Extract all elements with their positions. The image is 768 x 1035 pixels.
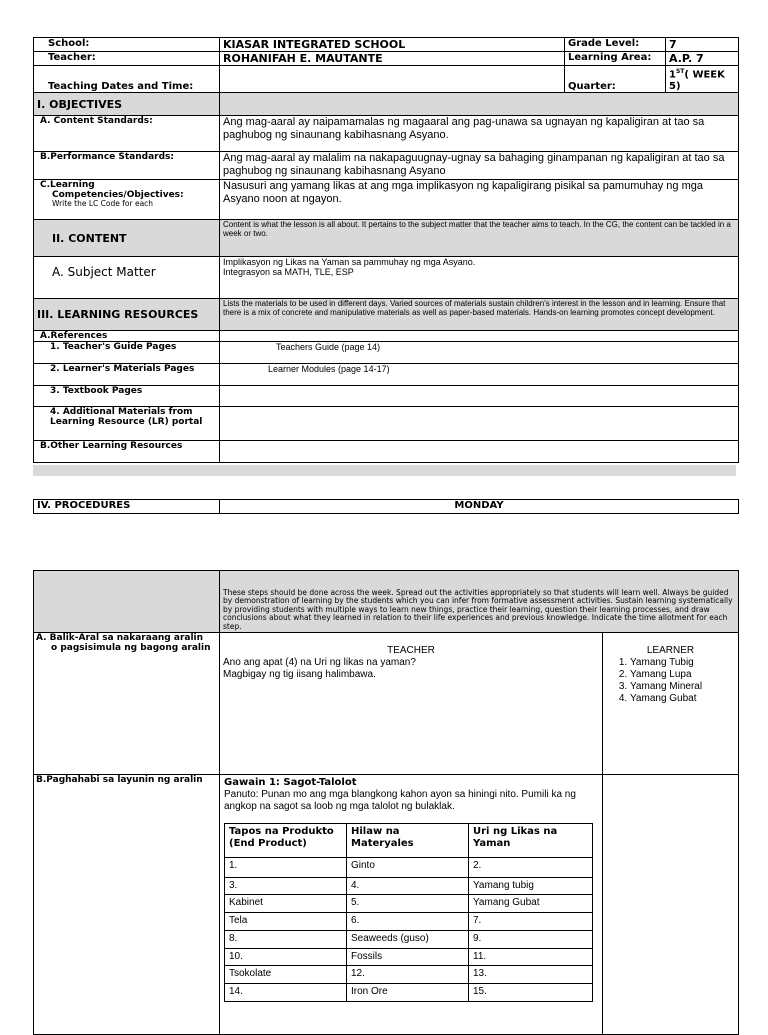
table-header: Hilaw na Materyales bbox=[347, 824, 469, 858]
performance-standards-label: B.Performance Standards: bbox=[34, 152, 220, 180]
gawain-instructions: Panuto: Punan mo ang mga blangkong kahon ayon sa hiningi nito. Pumili ka ng angkop na sagot sa loob ng mga talolot ng bulaklak. bbox=[224, 789, 576, 812]
teacher-question-2: Magbigay ng tig iisang halimbawa. bbox=[223, 669, 376, 680]
balik-aral-label: A. Balik-Aral sa nakaraang aralin o pagsisimula ng bagong aralin bbox=[34, 633, 220, 775]
learner-list bbox=[606, 657, 735, 705]
procedures-heading: IV. PROCEDURES bbox=[34, 500, 220, 514]
resources-gray-band bbox=[33, 465, 736, 476]
gawain-title: Gawain 1: Sagot-Talolot bbox=[224, 777, 357, 788]
tg-pages-label: 1. Teacher's Guide Pages bbox=[34, 342, 220, 364]
list-item: 4. Yamang Gubat bbox=[630, 693, 735, 705]
table-row: 10. Fossils 11. bbox=[225, 949, 593, 966]
grade-label: Grade Level: bbox=[565, 38, 666, 52]
table-row: 1. Ginto 2. bbox=[225, 858, 593, 878]
content-standards-text: Ang mag-aaral ay naipamamalas ng magaaral ang pag-unawa sa ugnayan ng kapaligiran at tao sa paghubog ng sinaunang kabihasnang Asyano. bbox=[220, 116, 739, 152]
competencies-label: C.Learning Competencies/Objectives: Write the LC Code for each bbox=[34, 180, 220, 220]
table-row: 14. Iron Ore 15. bbox=[225, 984, 593, 1002]
school-label: School: bbox=[34, 38, 220, 52]
content-heading: II. CONTENT bbox=[34, 220, 220, 257]
resources-note: Lists the materials to be used in different days. Varied sources of materials sustain children's interest in the lesson and in learning. Ensure that there is a mix of concrete and manipulative materials as well as paper-based materials. Hands-on learning promotes concept development. bbox=[220, 299, 739, 331]
lm-pages-value: Learner Modules (page 14-17) bbox=[220, 364, 739, 386]
teacher-header: TEACHER bbox=[387, 645, 435, 656]
grade-value: 7 bbox=[666, 38, 739, 52]
tg-pages-value: Teachers Guide (page 14) bbox=[220, 342, 739, 364]
content-standards-label: A. Content Standards: bbox=[34, 116, 220, 152]
quarter-label: Quarter: bbox=[565, 66, 666, 94]
gawain-table bbox=[224, 823, 593, 1002]
list-item: 1. Yamang Tubig bbox=[630, 657, 735, 669]
procedures-day: MONDAY bbox=[220, 500, 739, 514]
list-item: 3. Yamang Mineral bbox=[630, 681, 735, 693]
table-row: Kabinet 5. Yamang Gubat bbox=[225, 895, 593, 913]
area-label: Learning Area: bbox=[565, 52, 666, 66]
procedures-bar bbox=[33, 499, 739, 514]
learner-header: LEARNER bbox=[646, 645, 695, 656]
table-header: Tapos na Produkto (End Product) bbox=[225, 824, 347, 858]
table-row: 3. 4. Yamang tubig bbox=[225, 878, 593, 895]
textbook-pages-label: 3. Textbook Pages bbox=[34, 386, 220, 407]
competencies-note: Write the LC Code for each bbox=[52, 199, 154, 208]
area-value: A.P. 7 bbox=[666, 52, 739, 66]
main-table bbox=[33, 92, 739, 463]
table-row: Tela 6. 7. bbox=[225, 913, 593, 931]
references-label: A.References bbox=[34, 331, 220, 342]
paghahabi-label: B.Paghahabi sa layunin ng aralin bbox=[34, 775, 220, 1035]
teacher-question-1: Ano ang apat (4) na Uri ng likas na yaman? bbox=[223, 657, 416, 668]
objectives-heading: I. OBJECTIVES bbox=[34, 93, 220, 116]
header-table bbox=[33, 37, 739, 94]
table-header: Uri ng Likas na Yaman bbox=[469, 824, 593, 858]
teacher-column bbox=[220, 633, 603, 775]
teacher-label: Teacher: bbox=[34, 52, 220, 66]
table-row: Tsokolate 12. 13. bbox=[225, 966, 593, 984]
performance-standards-text: Ang mag-aaral ay malalim na nakapaguugnay-ugnay sa bahaging ginampanan ng kapaligiran at tao sa paghubog ng sinaunang kabihasnang Asyano bbox=[220, 152, 739, 180]
subject-matter-text: Implikasyon ng Likas na Yaman sa pammuhay ng mga Asyano. Integrasyon sa MATH, TLE, ESP bbox=[220, 257, 739, 299]
procedures-table bbox=[33, 570, 739, 1035]
competencies-text: Nasusuri ang yamang likas at ang mga implikasyon ng kapaligirang pisikal sa pamumuhay ng mga Asyano noon at ngayon. bbox=[220, 180, 739, 220]
procedures-note: These steps should be done across the week. Spread out the activities appropriately so that students will learn well. Always be guided by demonstration of learning by the students which you can infer from formative assessment activities. Sustain learning systematically by providing students with multiple ways to learn new things, practice their learning, question their learning processes, and draw conclusions about what they learned in relation to their life experiences and previous knowledge. Indicate the time allotment for each step. bbox=[220, 571, 739, 633]
additional-materials-label: 4. Additional Materials from Learning Resource (LR) portal bbox=[34, 407, 220, 441]
lm-pages-label: 2. Learner's Materials Pages bbox=[34, 364, 220, 386]
dates-label: Teaching Dates and Time: bbox=[34, 66, 220, 94]
dates-value bbox=[220, 66, 565, 94]
quarter-value: 1ST( WEEK 5) bbox=[666, 66, 739, 94]
resources-heading: III. LEARNING RESOURCES bbox=[34, 299, 220, 331]
school-value: KIASAR INTEGRATED SCHOOL bbox=[220, 38, 565, 52]
subject-matter-label: A. Subject Matter bbox=[34, 257, 220, 299]
content-note: Content is what the lesson is all about. It pertains to the subject matter that the teacher aims to teach. In the CG, the content can be tackled in a week or two. bbox=[220, 220, 739, 257]
table-row: 8. Seaweeds (guso) 9. bbox=[225, 931, 593, 949]
learner-column bbox=[603, 633, 739, 775]
teacher-value: ROHANIFAH E. MAUTANTE bbox=[220, 52, 565, 66]
other-resources-label: B.Other Learning Resources bbox=[34, 441, 220, 463]
list-item: 2. Yamang Lupa bbox=[630, 669, 735, 681]
gawain-cell bbox=[220, 775, 603, 1035]
